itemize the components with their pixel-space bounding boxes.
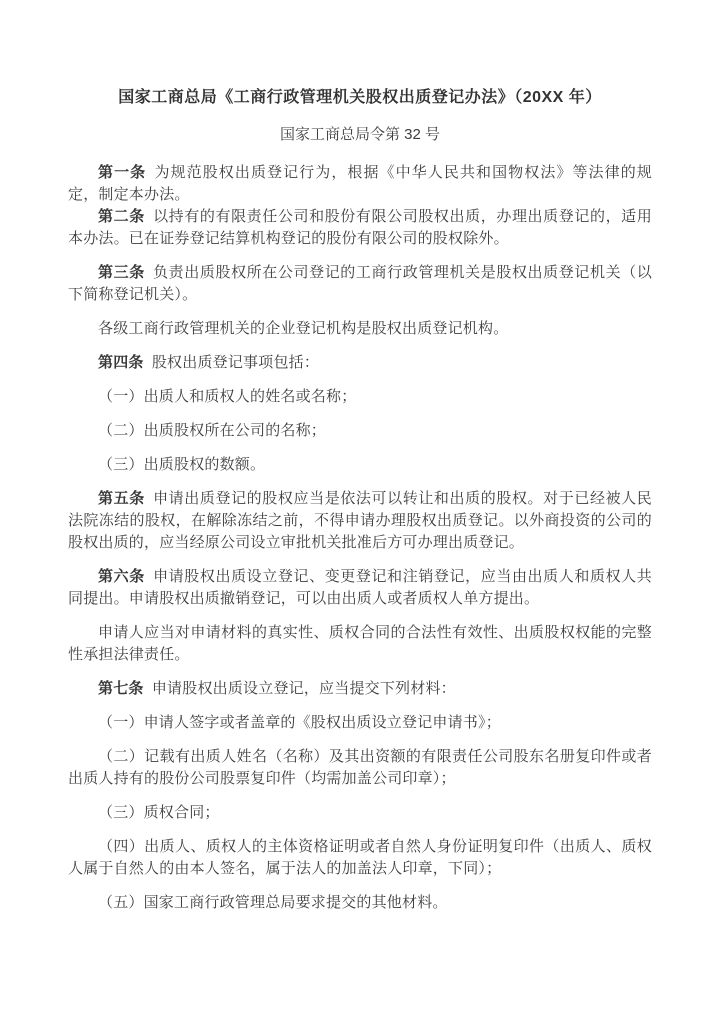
article-label: 第七条 xyxy=(98,680,144,697)
article-label: 第六条 xyxy=(98,568,145,585)
list-item-article-7-5 xyxy=(68,892,652,914)
paragraph-text: 申请人应当对申请材料的真实性、质权合同的合法性有效性、出质股权权能的完整性承担法律责任。 xyxy=(68,624,652,663)
document-body xyxy=(68,162,652,914)
paragraph-article-7 xyxy=(68,678,652,700)
paragraph-text: 为规范股权出质登记行为，根据《中华人民共和国物权法》等法律的规定，制定本办法。 xyxy=(68,164,652,203)
paragraph-article-3-continued xyxy=(68,318,652,340)
list-item-article-7-4 xyxy=(68,836,652,880)
paragraph-text: （二）出质股权所在公司的名称； xyxy=(98,422,327,439)
article-label: 第一条 xyxy=(98,164,147,181)
paragraph-text: 负责出质股权所在公司登记的工商行政管理机关是股权出质登记机关（以下简称登记机关）。 xyxy=(68,264,652,303)
document-title: 国家工商总局《工商行政管理机关股权出质登记办法》（20XX 年） xyxy=(118,89,602,106)
paragraph-article-4 xyxy=(68,352,652,374)
paragraph-article-6-continued xyxy=(68,622,652,666)
document-decree-number: 国家工商总局令第 32 号 xyxy=(279,126,441,143)
paragraph-text: 以持有的有限责任公司和股份有限公司股权出质，办理出质登记的，适用本办法。已在证券登记结算机构登记的股份有限公司的股权除外。 xyxy=(68,208,652,247)
paragraph-text: （五）国家工商行政管理总局要求提交的其他材料。 xyxy=(98,894,448,911)
article-label: 第三条 xyxy=(98,264,145,281)
list-item-article-4-3 xyxy=(68,454,652,476)
article-label: 第四条 xyxy=(98,354,144,371)
paragraph-article-6 xyxy=(68,566,652,610)
paragraph-article-2 xyxy=(68,206,652,250)
paragraph-text: 申请股权出质设立登记，应当提交下列材料： xyxy=(151,680,456,697)
paragraph-text: 申请股权出质设立登记、变更登记和注销登记，应当由出质人和质权人共同提出。申请股权出质撤销登记，可以由出质人或者质权人单方提出。 xyxy=(68,568,652,607)
list-item-article-4-1 xyxy=(68,386,652,408)
paragraph-text: （四）出质人、质权人的主体资格证明或者自然人身份证明复印件（出质人、质权人属于自然人的由本人签名，属于法人的加盖法人印章，下同）； xyxy=(68,838,652,877)
paragraph-text: 申请出质登记的股权应当是依法可以转让和出质的股权。对于已经被人民法院冻结的股权，在解除冻结之前，不得申请办理股权出质登记。以外商投资的公司的股权出质的，应当经原公司设立审批机关批准后方可办理出质登记。 xyxy=(68,490,652,551)
paragraph-text: 股权出质登记事项包括： xyxy=(151,354,320,371)
paragraph-text: （三）质权合同； xyxy=(98,804,220,821)
list-item-article-7-3 xyxy=(68,802,652,824)
paragraph-article-3 xyxy=(68,262,652,306)
paragraph-text: 各级工商行政管理机关的企业登记机构是股权出质登记机构。 xyxy=(98,320,509,337)
paragraph-text: （二）记载有出质人姓名（名称）及其出资额的有限责任公司股东名册复印件或者出质人持有的股份公司股票复印件（均需加盖公司印章）； xyxy=(68,748,652,787)
article-label: 第五条 xyxy=(98,490,145,507)
list-item-article-7-1 xyxy=(68,712,652,734)
list-item-article-7-2 xyxy=(68,746,652,790)
paragraph-text: （一）申请人签字或者盖章的《股权出质设立登记申请书》； xyxy=(98,714,501,731)
paragraph-article-1 xyxy=(68,162,652,206)
paragraph-text: （一）出质人和质权人的姓名或名称； xyxy=(98,388,357,405)
list-item-article-4-2 xyxy=(68,420,652,442)
paragraph-text: （三）出质股权的数额。 xyxy=(98,456,266,473)
paragraph-article-5 xyxy=(68,488,652,554)
article-label: 第二条 xyxy=(98,208,145,225)
